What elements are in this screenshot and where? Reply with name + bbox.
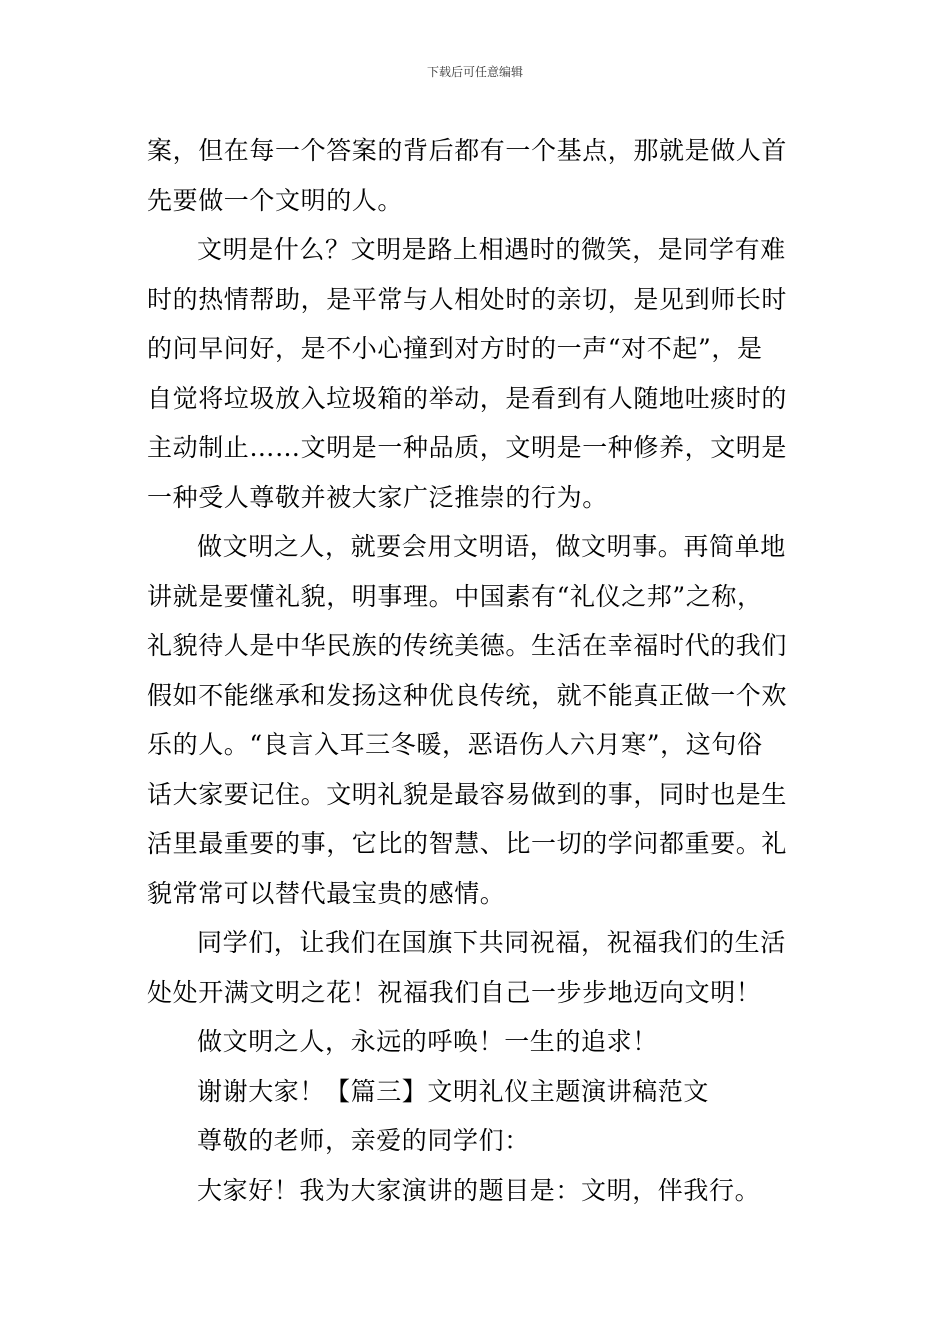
page-header: 下载后可任意编辑 (426, 65, 523, 79)
text-line: 假如不能继承和发扬这种优良传统，就不能真正做一个欢 (147, 680, 788, 710)
text-line: 文明是什么？文明是路上相遇时的微笑，是同学有难 (197, 235, 786, 264)
text-line: 一种受人尊敬并被大家广泛推崇的行为。 (147, 482, 608, 512)
text-line: 礼貌待人是中华民族的传统美德。生活在幸福时代的我们 (147, 631, 788, 660)
text-line: 活里最重要的事，它比的智慧、比一切的学问都重要。礼 (147, 829, 788, 858)
text-line: 讲就是要懂礼貌，明事理。中国素有“礼仪之邦”之称， (147, 581, 763, 611)
text-line: 自觉将垃圾放入垃圾箱的举动，是看到有人随地吐痰时的 (147, 383, 788, 413)
text-line: 谢谢大家！【篇三】文明礼仪主题演讲稿范文 (197, 1076, 710, 1106)
text-line: 尊敬的老师，亲爱的同学们： (197, 1126, 530, 1155)
text-line: 时的热情帮助，是平常与人相处时的亲切，是见到师长时 (147, 284, 788, 314)
text-line: 貌常常可以替代最宝贵的感情。 (147, 878, 506, 908)
text-line: 主动制止……文明是一种品质，文明是一种修养，文明是 (147, 433, 788, 462)
text-line: 乐的人。“良言入耳三冬暖，恶语伤人六月寒”，这句俗 (147, 730, 763, 759)
text-line: 先要做一个文明的人。 (147, 185, 404, 215)
text-line: 做文明之人，就要会用文明语，做文明事。再简单地 (197, 532, 786, 561)
text-line: 案，但在每一个答案的背后都有一个基点，那就是做人首 (147, 136, 788, 165)
text-line: 处处开满文明之花！祝福我们自己一步步地迈向文明！ (147, 977, 762, 1007)
text-line: 大家好！我为大家演讲的题目是：文明，伴我行。 (197, 1175, 761, 1205)
text-line: 做文明之人，永远的呼唤！一生的追求！ (197, 1027, 658, 1056)
text-line: 同学们，让我们在国旗下共同祝福，祝福我们的生活 (197, 928, 786, 957)
text-line: 的问早问好，是不小心撞到对方时的一声“对不起”，是 (147, 334, 763, 363)
text-line: 话大家要记住。文明礼貌是最容易做到的事，同时也是生 (147, 779, 788, 809)
body-text (147, 126, 819, 1215)
